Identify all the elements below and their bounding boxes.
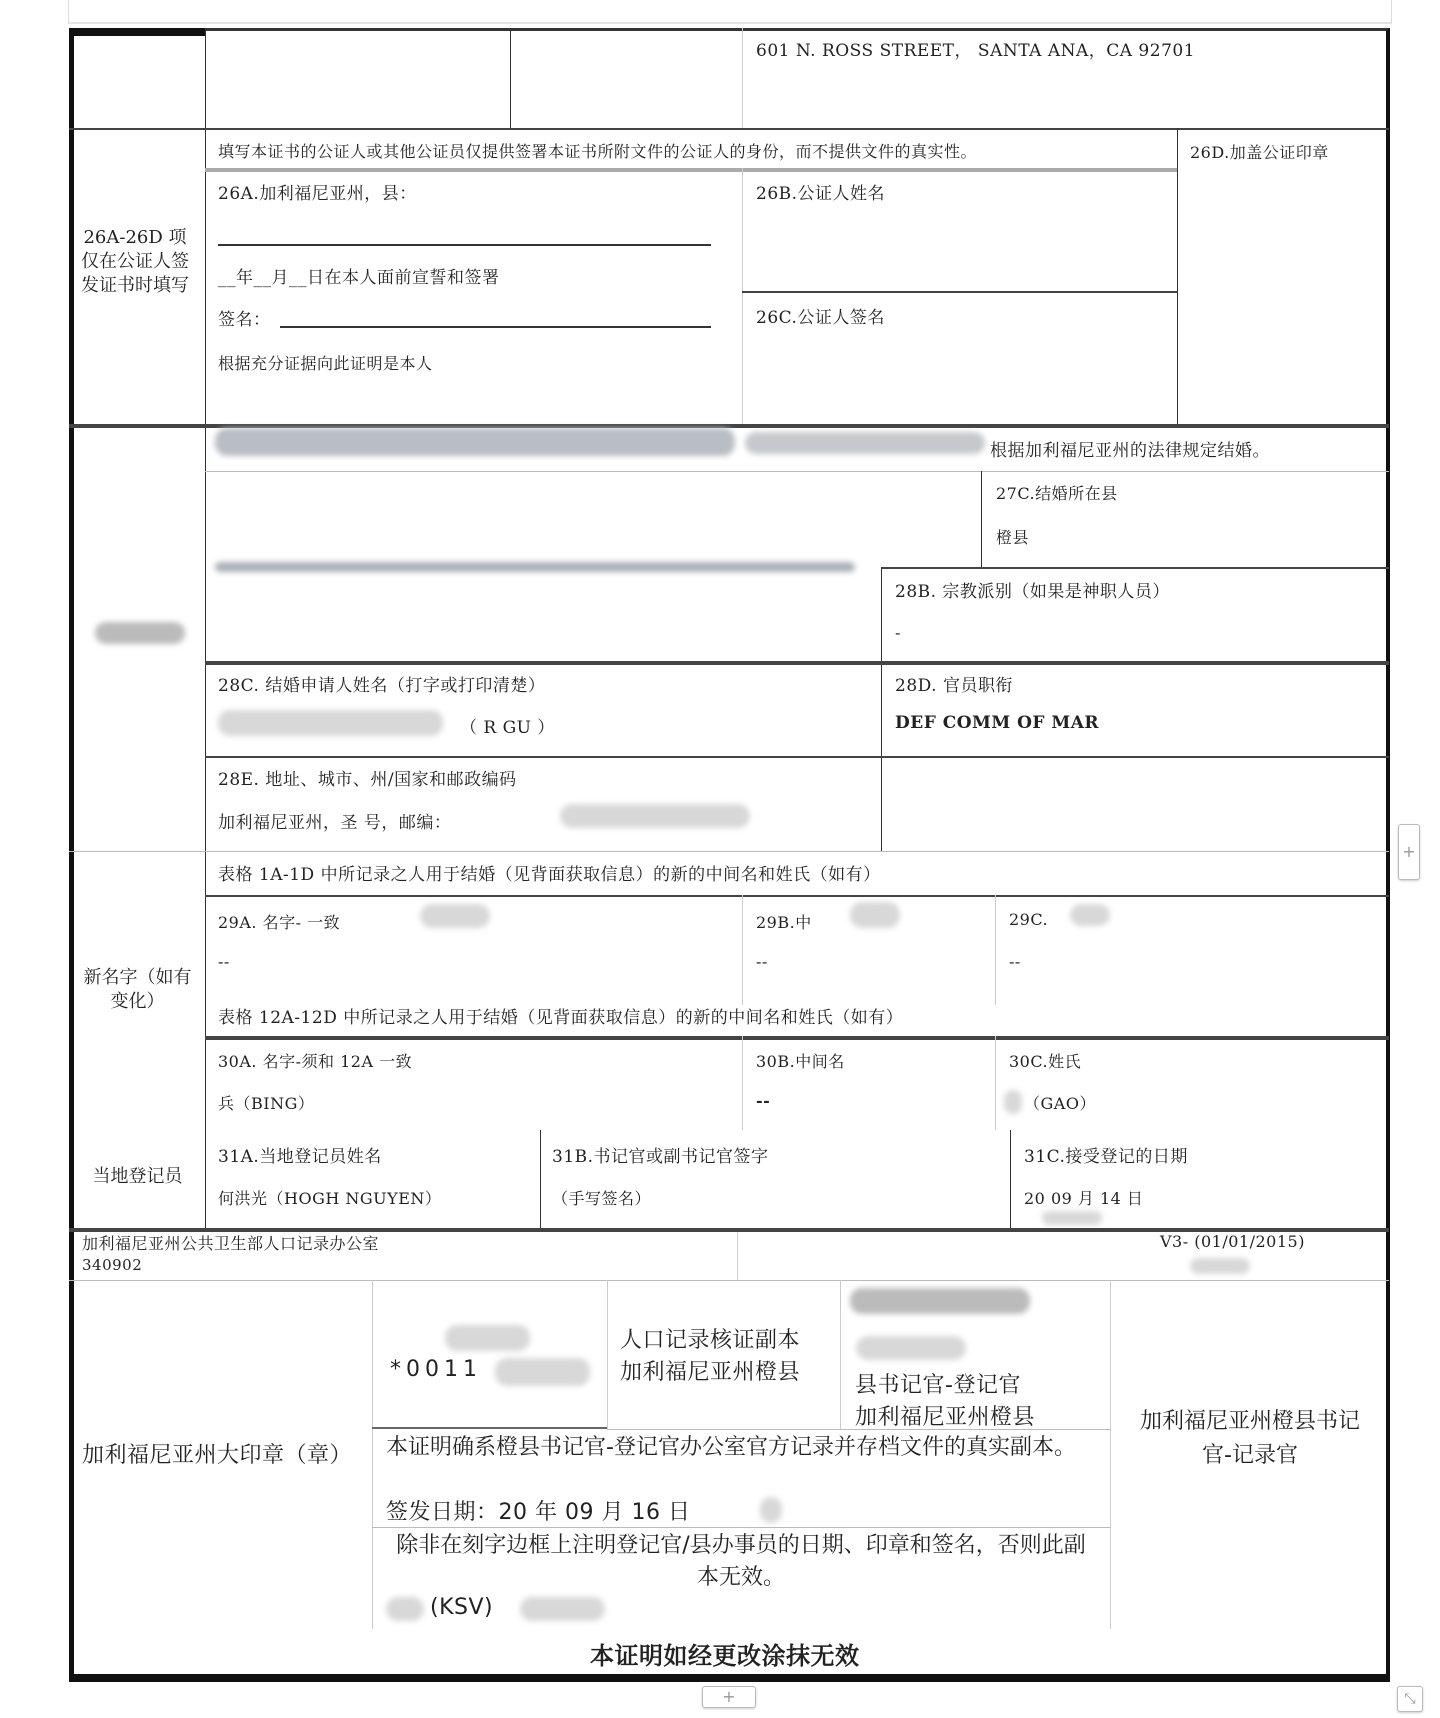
divider	[881, 567, 1389, 569]
clerk-county: 加利福尼亚州橙县	[855, 1405, 1036, 1430]
certify-text: 本证明确系橙县书记官-登记官办公室官方记录并存档文件的真实副本。	[386, 1435, 1076, 1460]
divider	[205, 756, 1389, 758]
divider	[205, 895, 1389, 897]
divider	[1110, 1280, 1111, 1629]
field-26a-label: 26A.加利福尼亚州，县：	[218, 184, 417, 204]
redacted-name	[218, 710, 443, 736]
redacted-initials	[520, 1597, 605, 1621]
divider	[1010, 1130, 1011, 1228]
field-30c-value: （GAO）	[1024, 1094, 1096, 1113]
divider	[742, 895, 743, 1005]
sworn-text: __年__月__日在本人面前宣誓和签署	[218, 268, 500, 288]
field-28d-label: 28D. 官员职衔	[895, 676, 1013, 696]
signature-label: 签名：	[218, 310, 271, 330]
divider	[510, 28, 511, 128]
page-edge	[68, 0, 1392, 24]
divider	[742, 168, 743, 424]
initials: (KSV)	[430, 1595, 494, 1620]
field-29b-value: --	[756, 952, 768, 971]
divider	[372, 1527, 1110, 1528]
redacted-serial-title	[445, 1325, 530, 1351]
right-label: 加利福尼亚州橙县书记官-记录官	[1140, 1409, 1361, 1468]
field-28e-value: 加利福尼亚州，圣 号，邮编：	[218, 813, 452, 833]
field-31b-label: 31B.书记官或副书记官签字	[552, 1147, 769, 1167]
field-31b-value: （手写签名）	[552, 1189, 652, 1208]
field-28c-value: （ R GU ）	[460, 718, 555, 738]
field-30a-value: 兵（BING）	[218, 1094, 315, 1113]
field-29c-label: 29C.	[1009, 910, 1049, 929]
table-12a-header: 表格 12A-12D 中所记录之人用于结婚（见背面获取信息）的新的中间名和姓氏（如有）	[218, 1008, 904, 1028]
field-30c-label: 30C.姓氏	[1009, 1052, 1082, 1071]
divider	[69, 1280, 1389, 1281]
divider	[881, 567, 882, 851]
divider	[742, 28, 743, 128]
serial-number: *0011	[390, 1357, 482, 1382]
form-version: V3- (01/01/2015)	[1160, 1232, 1305, 1251]
divider	[205, 1036, 1389, 1040]
add-column-button[interactable]: +	[702, 1686, 756, 1708]
resize-handle-icon[interactable]: ⤡	[1397, 1686, 1423, 1712]
divider	[540, 1130, 541, 1228]
address-text: 601 N. ROSS STREET， SANTA ANA，CA 92701	[756, 41, 1196, 61]
registrar-side-label: 当地登记员	[92, 1166, 183, 1187]
evidence-text: 根据充分证据向此证明是本人	[218, 354, 433, 373]
office-name: 加利福尼亚州公共卫生部人口记录办公室	[82, 1234, 380, 1253]
add-row-button[interactable]: +	[1398, 824, 1420, 880]
copy-title: 人口记录核证副本	[620, 1328, 801, 1353]
field-27c-value: 橙县	[996, 528, 1030, 547]
divider	[205, 168, 1177, 172]
redacted-29	[850, 902, 900, 928]
county-line	[218, 244, 711, 246]
field-29b-label: 29B.中	[756, 913, 812, 932]
redacted-clerk-name	[856, 1336, 966, 1360]
redacted-initials	[386, 1597, 424, 1621]
divider	[742, 291, 1177, 293]
field-31c-value: 20 09 月 14 日	[1024, 1189, 1144, 1208]
divider	[69, 128, 1389, 130]
seal-label: 加利福尼亚州大印章（章）	[82, 1443, 353, 1468]
divider	[995, 1036, 996, 1130]
signature-line	[280, 326, 711, 328]
clerk-title: 县书记官-登记官	[855, 1373, 1021, 1398]
field-30b-value: --	[756, 1091, 771, 1110]
corner-bar	[69, 28, 205, 36]
redacted-block	[745, 432, 985, 454]
field-28c-label: 28C. 结婚申请人姓名（打字或打印清楚）	[218, 676, 546, 696]
field-28b-value: -	[895, 623, 901, 642]
issue-date: 签发日期：20 年 09 月 16 日	[386, 1500, 691, 1525]
field-29a-label: 29A. 名字- 一致	[218, 913, 341, 932]
new-names-side-label: 新名字（如有变化）	[83, 967, 192, 1012]
divider	[607, 1429, 1110, 1430]
field-26b-label: 26B.公证人姓名	[756, 184, 886, 204]
divider	[737, 1232, 738, 1280]
redacted-date	[1042, 1211, 1102, 1225]
redacted-29	[420, 904, 490, 928]
divider	[840, 1280, 841, 1429]
divider	[607, 1280, 608, 1429]
divider	[981, 471, 982, 567]
field-29a-value: --	[218, 952, 230, 971]
validity-text: 除非在刻字边框上注明登记官/县办事员的日期、印章和签名，否则此副本无效。	[396, 1533, 1086, 1590]
field-28e-label: 28E. 地址、城市、州/国家和邮政编码	[218, 770, 517, 790]
field-27c-label: 27C.结婚所在县	[996, 484, 1118, 503]
field-26c-label: 26C.公证人签名	[756, 308, 885, 328]
divider	[372, 1427, 607, 1429]
redacted-side-label	[95, 622, 185, 644]
table-1a-header: 表格 1A-1D 中所记录之人用于结婚（见背面获取信息）的新的中间名和姓氏（如有）	[218, 865, 881, 885]
field-31a-value: 何洪光（HOGH NGUYEN）	[218, 1189, 442, 1208]
field-31a-label: 31A.当地登记员姓名	[218, 1147, 382, 1167]
redacted-surname	[1004, 1090, 1022, 1114]
field-28d-value: DEF COMM OF MAR	[895, 713, 1100, 733]
divider	[69, 851, 1389, 852]
field-31c-label: 31C.接受登记的日期	[1024, 1147, 1188, 1167]
field-30b-label: 30B.中间名	[756, 1052, 845, 1071]
void-notice: 本证明如经更改涂抹无效	[590, 1641, 860, 1670]
left-column-divider	[205, 28, 206, 1228]
notary-notice: 填写本证书的公证人或其他公证员仅提供签署本证书所附文件的公证人的身份，而不提供文件的真实性。	[218, 142, 978, 161]
redacted-serial	[495, 1358, 590, 1386]
redacted-block	[215, 562, 855, 572]
divider	[205, 661, 1389, 665]
field-26d-label: 26D.加盖公证印章	[1190, 143, 1329, 162]
divider	[372, 1280, 373, 1629]
ceremony-statement: 根据加利福尼亚州的法律规定结婚。	[990, 441, 1270, 461]
redacted-clerk-name	[850, 1288, 1030, 1314]
redacted-block	[215, 428, 735, 456]
copy-county: 加利福尼亚州橙县	[620, 1360, 801, 1385]
divider	[205, 471, 1389, 472]
divider	[995, 895, 996, 1005]
notary-side-label: 26A-26D 项仅在公证人签发证书时填写	[81, 227, 189, 296]
field-28b-label: 28B. 宗教派别（如果是神职人员）	[895, 582, 1170, 602]
divider	[1177, 128, 1178, 424]
redacted-address	[560, 804, 750, 828]
field-30a-label: 30A. 名字-须和 12A 一致	[218, 1052, 413, 1071]
form-code: 340902	[82, 1256, 143, 1274]
redacted-year	[760, 1497, 782, 1523]
field-29c-value: --	[1009, 952, 1021, 971]
divider	[742, 1036, 743, 1130]
redacted-version	[1190, 1258, 1250, 1274]
redacted-29	[1070, 904, 1110, 926]
